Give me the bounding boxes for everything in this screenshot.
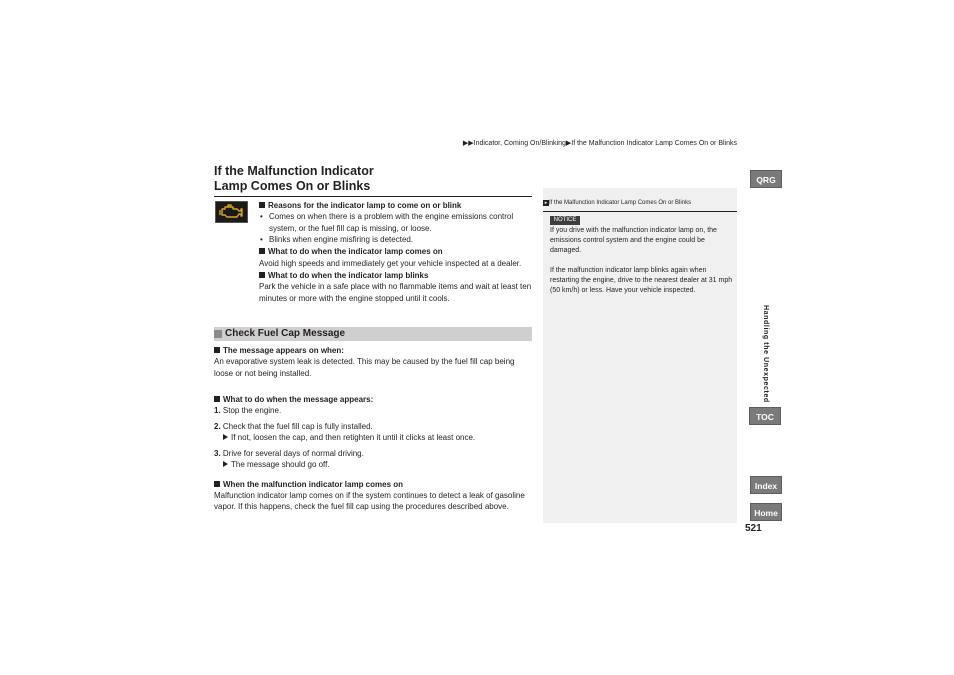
reasons-heading-text: Reasons for the indicator lamp to come on or blink <box>268 201 462 210</box>
square-bullet-icon <box>214 481 220 487</box>
mil-heading-text: When the malfunction indicator lamp comes on <box>223 479 404 489</box>
sidebar-divider <box>543 211 737 212</box>
blinks-heading <box>259 271 533 280</box>
step-subnote <box>214 459 532 471</box>
chapter-label-text: Handling the Unexpected <box>762 305 769 403</box>
blinks-heading-text: What to do when the indicator lamp blinks <box>268 271 429 280</box>
reasons-section <box>259 201 533 304</box>
appears-heading <box>214 346 532 355</box>
page-number: 521 <box>745 523 762 534</box>
breadcrumb-item[interactable]: If the Malfunction Indicator Lamp Comes On or Blinks <box>571 140 737 147</box>
step-number: 3. <box>214 448 221 458</box>
mil-heading <box>214 480 532 489</box>
chapter-label <box>757 305 773 403</box>
square-bullet-icon <box>259 202 265 208</box>
gray-square-icon <box>214 330 222 338</box>
step-subnote-text: The message should go off. <box>231 460 330 469</box>
page-title-line: If the Malfunction Indicator <box>214 164 374 178</box>
check-engine-icon <box>215 201 248 223</box>
step-item <box>214 421 532 433</box>
toc-button[interactable]: TOC <box>749 407 781 425</box>
home-button[interactable]: Home <box>750 503 782 521</box>
step-number: 1. <box>214 406 221 415</box>
step-item <box>214 405 532 417</box>
step-subnote-text: If not, loosen the cap, and then retighten it until it clicks at least once. <box>231 433 476 442</box>
step-text: Drive for several days of normal driving. <box>222 448 364 458</box>
sidebar-heading <box>543 200 737 206</box>
todo-heading <box>214 395 532 404</box>
appears-heading-text: The message appears on when: <box>223 346 344 355</box>
square-bullet-icon <box>214 396 220 402</box>
mil-text: Malfunction indicator lamp comes on if the system continues to detect a leak of gasoline vapor. If this happens, check the fuel fill cap using the procedures described above. <box>214 490 525 511</box>
page-title-line: Lamp Comes On or Blinks <box>214 179 371 193</box>
index-button[interactable]: Index <box>750 476 782 494</box>
step-subnote <box>214 432 532 444</box>
page-title <box>214 164 532 194</box>
reasons-heading <box>259 201 533 210</box>
step-number: 2. <box>214 421 221 431</box>
list-item: • Comes on when there is a problem with the engine emissions control system, or the fuel fill cap is missing, or loose. <box>259 211 533 234</box>
notice-badge: NOTICE <box>550 216 580 225</box>
arrow-icon <box>223 461 228 467</box>
comes-on-heading-text: What to do when the indicator lamp comes on <box>268 246 443 256</box>
reasons-list <box>259 211 533 246</box>
list-item: • Blinks when engine misfiring is detected. <box>259 234 533 246</box>
fuel-cap-section <box>214 346 532 513</box>
sidebar-paragraph: If you drive with the malfunction indicator lamp on, the emissions control system and the engine could be damaged. <box>550 227 717 255</box>
todo-heading-text: What to do when the message appears: <box>223 395 374 404</box>
appears-text: An evaporative system leak is detected. This may be caused by the fuel fill cap being loose or not being installed. <box>214 357 515 378</box>
title-divider <box>214 196 532 197</box>
qrg-button[interactable]: QRG <box>750 170 782 188</box>
square-bullet-icon <box>259 248 265 254</box>
sidebar-paragraph: If the malfunction indicator lamp blinks again when restarting the engine, drive to the nearest dealer at 31 mph (50 km/h) or less. Have your vehicle inspected. <box>550 267 733 295</box>
section-header <box>214 327 532 341</box>
breadcrumb-item[interactable]: Indicator, Coming On/Blinking <box>473 140 566 147</box>
reference-arrow-icon: ▸ <box>544 200 548 206</box>
step-text: Check that the fuel fill cap is fully installed. <box>222 421 373 431</box>
square-bullet-icon <box>214 347 220 353</box>
comes-on-heading <box>259 247 533 256</box>
arrow-icon <box>223 434 228 440</box>
step-text: Stop the engine. <box>222 406 282 415</box>
double-arrow-icon: ▶▶ <box>462 140 474 147</box>
comes-on-text: Avoid high speeds and immediately get your vehicle inspected at a dealer. <box>259 258 522 268</box>
arrow-icon: ▶ <box>565 140 572 147</box>
step-item <box>214 448 532 460</box>
section-title: Check Fuel Cap Message <box>225 328 346 339</box>
square-bullet-icon <box>259 272 265 278</box>
blinks-text: Park the vehicle in a safe place with no flammable items and wait at least ten minutes or more with the engine stopped until it cools. <box>259 282 532 303</box>
breadcrumb <box>420 139 737 147</box>
sidebar-heading-text: If the Malfunction Indicator Lamp Comes On or Blinks <box>549 200 692 206</box>
